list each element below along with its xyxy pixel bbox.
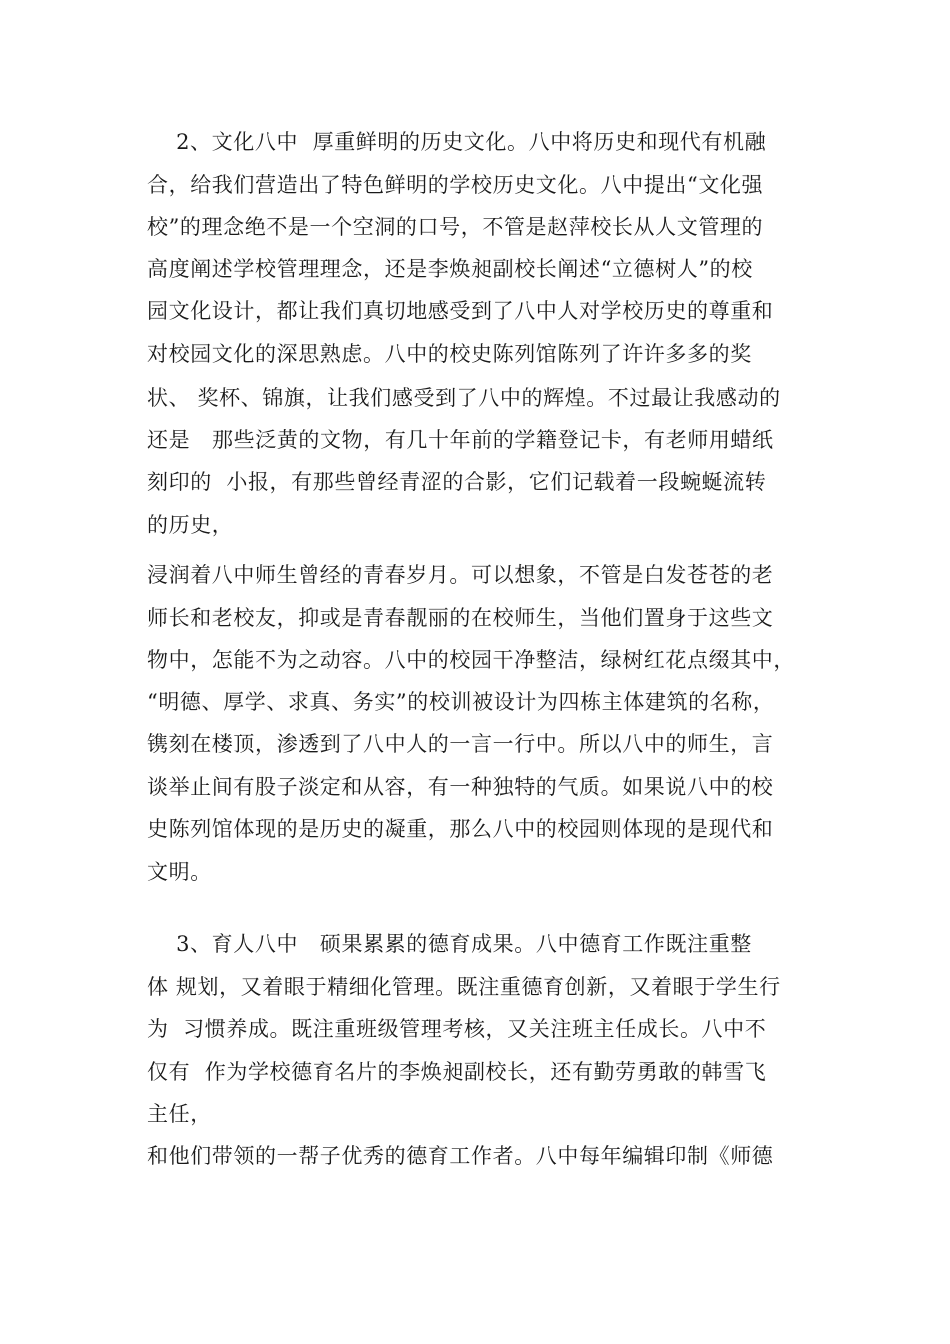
paragraph-line: 还是 那些泛黄的文物，有几十年前的学籍登记卡，有老师用蜡纸 (147, 428, 774, 452)
paragraph-line: 3、育人八中 硕果累累的德育成果。八中德育工作既注重整 (147, 932, 752, 956)
paragraph-line: 镌刻在楼顶，渗透到了八中人的一言一行中。所以八中的师生，言 (147, 732, 774, 756)
paragraph-line: 的历史， (147, 513, 234, 537)
paragraph-line: 物中，怎能不为之动容。八中的校园干净整洁，绿树红花点缀其中， (147, 648, 795, 672)
paragraph-line: 对校园文化的深思熟虑。八中的校史陈列馆陈列了许许多多的奖 (147, 342, 752, 366)
paragraph-line: 园文化设计，都让我们真切地感受到了八中人对学校历史的尊重和 (147, 299, 774, 323)
paragraph-line: 浸润着八中师生曾经的青春岁月。可以想象，不管是白发苍苍的老 (147, 563, 774, 587)
paragraph-line: 合，给我们营造出了特色鲜明的学校历史文化。八中提出“文化强 (147, 173, 764, 197)
paragraph-line: 校”的理念绝不是一个空洞的口号，不管是赵萍校长从人文管理的 (147, 215, 764, 239)
paragraph-line: 为 习惯养成。既注重班级管理考核，又关注班主任成长。八中不 (147, 1017, 767, 1041)
paragraph-line: 谈举止间有股子淡定和从容，有一种独特的气质。如果说八中的校 (147, 775, 774, 799)
paragraph-line: “明德、厚学、求真、务实”的校训被设计为四栋主体建筑的名称， (147, 690, 775, 714)
paragraph-line: 主任， (147, 1102, 212, 1126)
paragraph-line: 仅有 作为学校德育名片的李焕昶副校长，还有勤劳勇敢的韩雪飞 (147, 1060, 767, 1084)
paragraph-line: 高度阐述学校管理理念，还是李焕昶副校长阐述“立德树人”的校 (147, 257, 753, 281)
paragraph-line: 师长和老校友，抑或是青春靓丽的在校师生，当他们置身于这些文 (147, 606, 774, 630)
paragraph-line: 文明。 (147, 860, 212, 884)
paragraph-line: 2、文化八中 厚重鲜明的历史文化。八中将历史和现代有机融 (147, 130, 767, 154)
paragraph-line: 和他们带领的一帮子优秀的德育工作者。八中每年编辑印制《师德 (147, 1144, 774, 1168)
paragraph-line: 状、 奖杯、锦旗，让我们感受到了八中的辉煌。不过最让我感动的 (147, 386, 781, 410)
paragraph-line: 体 规划，又着眼于精细化管理。既注重德育创新，又着眼于学生行 (147, 975, 781, 999)
paragraph-line: 史陈列馆体现的是历史的凝重，那么八中的校园则体现的是现代和 (147, 817, 774, 841)
paragraph-line: 刻印的 小报，有那些曾经青涩的合影，它们记载着一段蜿蜒流转 (147, 470, 767, 494)
